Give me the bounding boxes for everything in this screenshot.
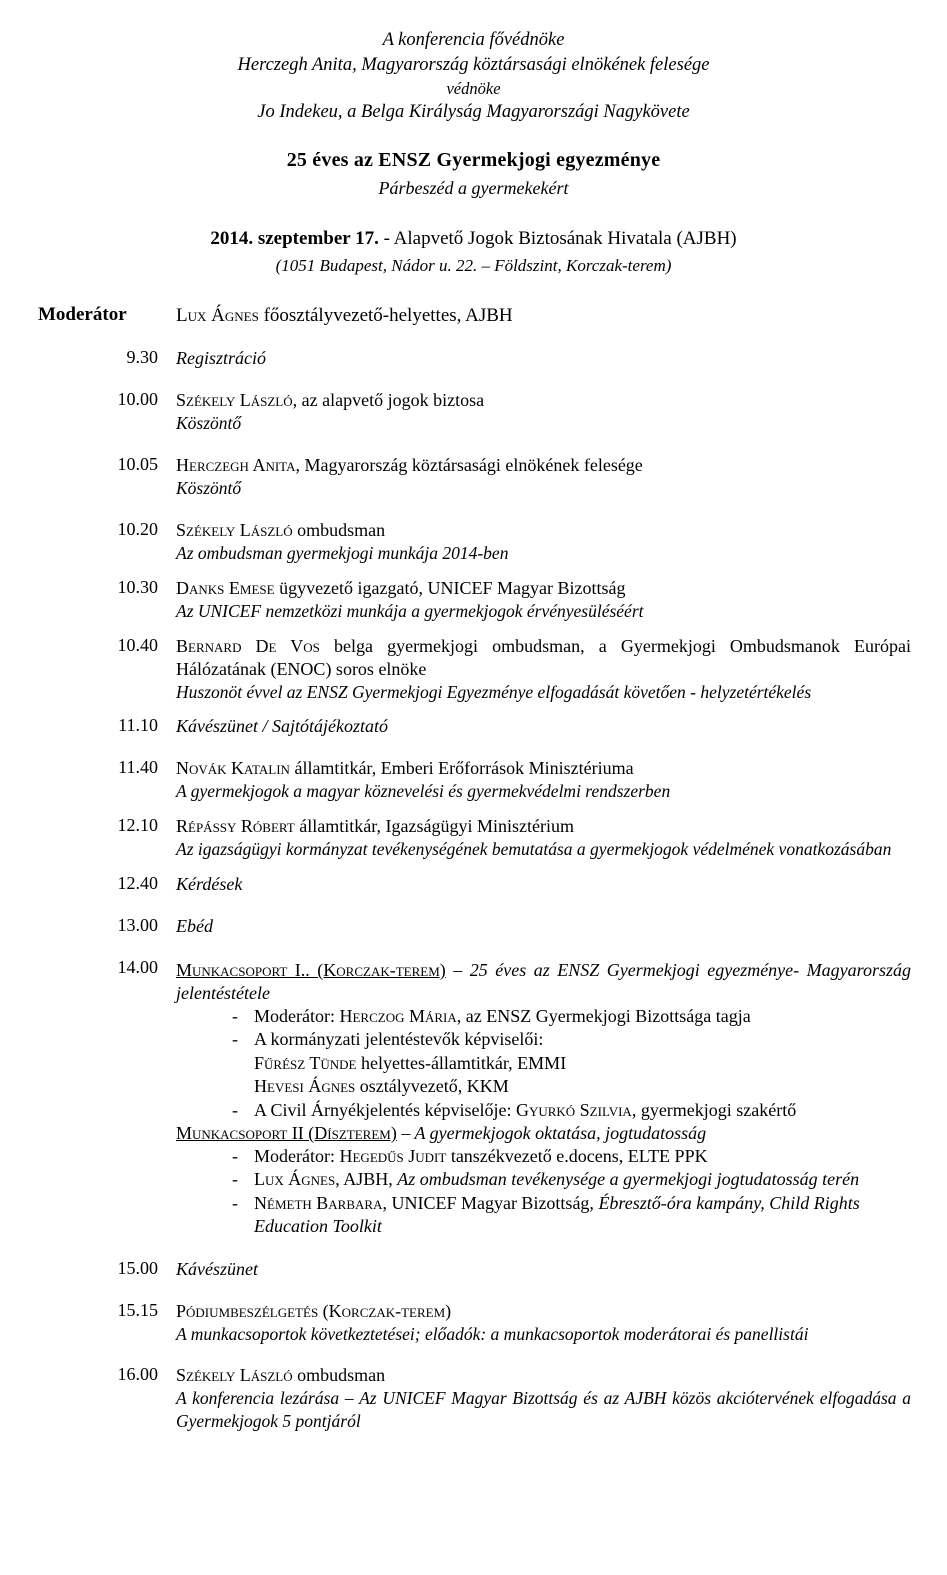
program-row [36, 635, 911, 704]
program-row [36, 347, 911, 370]
item-name: Herczog Mária [339, 1006, 457, 1027]
speaker-name: Novák Katalin [176, 758, 290, 779]
spacer [176, 328, 911, 347]
speaker-role: államtitkár, Igazságügyi Minisztérium [294, 816, 574, 837]
workshop-row [36, 957, 911, 1239]
program-title [176, 519, 911, 542]
program-content [176, 389, 911, 435]
item-name: Németh Barbara [254, 1192, 383, 1213]
program-description: A konferencia lezárása – Az UNICEF Magyar Bizottság és az AJBH közös akciótervének elfogadása a Gyermekjogok 5 pontjáról [176, 1388, 911, 1432]
program-description: A gyermekjogok a magyar köznevelési és gyermekvédelmi rendszerben [176, 781, 671, 802]
workshop-1-list [176, 1005, 911, 1052]
program-time: 10.40 [117, 634, 158, 655]
workshop-1-list-cont [176, 1099, 911, 1122]
program-description: Az ombudsman gyermekjogi munkája 2014-ben [176, 542, 509, 563]
program-description: A munkacsoportok következtetései; előadók: a munkacsoportok moderátorai és panellistái [176, 1323, 809, 1344]
item-rest: tanszékvezető e.docens, ELTE PPK [446, 1146, 708, 1167]
program-time: 13.00 [117, 914, 158, 935]
speaker-role: , az alapvető jogok biztosa [292, 390, 485, 411]
moderator-value [176, 304, 911, 328]
moderator-role: főosztályvezető-helyettes, AJBH [258, 305, 513, 327]
patron-line-3: védnöke [446, 78, 501, 98]
program-row [36, 915, 911, 938]
workshop-1-title: Munkacsoport I.. (Korczak-terem) [176, 959, 446, 980]
program-title: Ebéd [176, 915, 213, 936]
program-content [176, 757, 911, 803]
moderator-row [36, 304, 911, 328]
program-row [36, 757, 911, 803]
workshop-1-subtitle: – 25 éves az ENSZ Gyermekjogi egyezménye- Magyarország jelentéstétele [176, 959, 911, 1004]
program-content [176, 577, 911, 623]
program-row [36, 519, 911, 565]
program-time: 10.05 [117, 454, 158, 475]
workshop-2-list [176, 1145, 911, 1239]
item-prefix: A kormányzati jelentéstevők képviselői: [254, 1029, 544, 1050]
speaker-name: Répássy Róbert [176, 816, 295, 837]
program-time: 10.30 [117, 576, 158, 597]
patron-line-4: Jo Indekeu, a Belga Királyság Magyarországi Nagykövete [257, 102, 690, 123]
program-time: 11.40 [118, 757, 158, 778]
speaker-name: Székely László [176, 390, 293, 411]
speaker-role: államtitkár, Emberi Erőforrások Minisztériuma [289, 758, 634, 779]
program-time: 12.40 [117, 872, 158, 893]
spacer [36, 328, 176, 347]
document-header [36, 28, 911, 278]
session-name: Pódiumbeszélgetés (Korczak-terem) [176, 1300, 452, 1321]
item-rest: , UNICEF Magyar Bizottság, [382, 1192, 599, 1213]
program-description: Az UNICEF nemzetközi munkája a gyermekjogok érvényesüléséért [176, 600, 644, 621]
program-table [36, 304, 911, 1433]
workshop-1-heading [176, 959, 911, 1005]
event-date: 2014. szeptember 17. [210, 228, 379, 250]
program-content [176, 915, 911, 938]
program-title [176, 577, 911, 600]
speaker-name: Székely László [176, 1365, 293, 1386]
program-time: 11.10 [118, 715, 158, 736]
program-row [36, 1300, 911, 1346]
item-name: Fűrész Tünde [254, 1052, 357, 1073]
program-content [176, 635, 911, 704]
item-rest: , gyermekjogi szakértő [631, 1099, 797, 1120]
item-name: Gyurkó Szilvia [515, 1099, 632, 1120]
program-time: 15.00 [117, 1257, 158, 1278]
page-subtitle: Párbeszéd a gyermekekért [378, 178, 569, 199]
list-item [228, 1168, 911, 1191]
workshop-1-subline [176, 1075, 911, 1098]
item-work-title: Az ombudsman tevékenysége a gyermekjogi jogtudatosság terén [397, 1169, 860, 1190]
program-title [176, 1300, 911, 1323]
patron-line-1: A konferencia fővédnöke [382, 30, 565, 50]
program-time: 15.15 [117, 1299, 158, 1320]
list-item [228, 1099, 911, 1122]
program-title [176, 1364, 911, 1387]
program-time: 16.00 [117, 1364, 158, 1385]
item-work-title: Ébresztő-óra kampány, Child Rights Education Toolkit [254, 1192, 860, 1237]
event-venue: (1051 Budapest, Nádor u. 22. – Földszint, Korczak-terem) [275, 256, 672, 276]
speaker-role: ügyvezető igazgató, UNICEF Magyar Bizottság [274, 577, 626, 598]
program-title: Regisztráció [176, 348, 266, 369]
program-title [176, 454, 911, 477]
workshop-2-subtitle: – A gyermekjogok oktatása, jogtudatosság [396, 1123, 707, 1143]
workshop-1-subline [176, 1052, 911, 1075]
speaker-role: belga gyermekjogi ombudsman, a Gyermekjogi Ombudsmanok Európai Hálózatának (ENOC) soros elnöke [176, 635, 911, 679]
program-content [176, 454, 911, 500]
program-content [176, 815, 911, 861]
item-name: Lux Ágnes [254, 1169, 336, 1190]
program-content [176, 873, 911, 896]
moderator-name: Lux Ágnes [176, 305, 259, 327]
list-item [228, 1005, 911, 1028]
program-title: Kérdések [176, 873, 243, 894]
program-title [176, 815, 911, 838]
program-title [176, 389, 911, 412]
program-title [176, 757, 911, 780]
item-rest: osztályvezető, KKM [355, 1076, 509, 1097]
program-time: 9.30 [126, 347, 158, 368]
program-row [36, 815, 911, 861]
item-rest: , AJBH, [335, 1169, 398, 1190]
event-location: - Alapvető Jogok Biztosának Hivatala (AJBH) [378, 228, 737, 250]
workshop-2-heading [176, 1122, 911, 1145]
program-content [176, 1258, 911, 1281]
program-content [176, 1364, 911, 1433]
speaker-name: Herczegh Anita [176, 455, 296, 476]
program-row [36, 454, 911, 500]
program-description: Huszonöt évvel az ENSZ Gyermekjogi Egyezménye elfogadását követően - helyzetértékelés [176, 681, 812, 702]
moderator-label: Moderátor [38, 304, 127, 326]
item-prefix: A Civil Árnyékjelentés képviselője: [254, 1099, 516, 1120]
program-title: Kávészünet / Sajtótájékoztató [176, 716, 388, 737]
program-time: 10.20 [117, 518, 158, 539]
program-row [36, 715, 911, 738]
program-description: Az igazságügyi kormányzat tevékenységének bemutatása a gyermekjogok védelmének vonatkozásában [176, 839, 892, 860]
speaker-role: , Magyarország köztársasági elnökének felesége [295, 455, 643, 476]
program-content [176, 519, 911, 565]
list-item [228, 1028, 911, 1051]
page-title: 25 éves az ENSZ Gyermekjogi egyezménye [286, 149, 661, 172]
item-prefix: Moderátor: [254, 1006, 340, 1027]
list-item [228, 1192, 911, 1239]
program-row [36, 1258, 911, 1281]
program-row [36, 577, 911, 623]
speaker-role: ombudsman [292, 519, 386, 540]
program-title [176, 635, 911, 681]
speaker-name: Székely László [176, 519, 293, 540]
program-content [176, 715, 911, 738]
workshop-content [176, 957, 911, 1239]
program-content [176, 1300, 911, 1346]
program-time: 10.00 [117, 389, 158, 410]
patron-line-2: Herczegh Anita, Magyarország köztársasági elnökének felesége [237, 54, 710, 75]
program-description: Köszöntő [176, 413, 242, 434]
item-prefix: Moderátor: [254, 1146, 340, 1167]
item-rest: , az ENSZ Gyermekjogi Bizottsága tagja [456, 1006, 751, 1027]
workshop-2-title: Munkacsoport II (Díszterem) [176, 1123, 397, 1143]
program-content [176, 347, 911, 370]
item-rest: helyettes-államtitkár, EMMI [356, 1052, 567, 1073]
item-name: Hegedűs Judit [339, 1146, 447, 1167]
speaker-role: ombudsman [292, 1365, 386, 1386]
program-row [36, 389, 911, 435]
event-date-line [36, 226, 911, 252]
speaker-name: Danks Emese [176, 577, 275, 598]
list-item [228, 1145, 911, 1168]
program-time: 14.00 [117, 956, 158, 977]
item-name: Hevesi Ágnes [254, 1076, 356, 1097]
program-title: Kávészünet [176, 1258, 258, 1279]
program-row [36, 873, 911, 896]
program-row [36, 1364, 911, 1433]
program-time: 12.10 [117, 815, 158, 836]
program-description: Köszöntő [176, 478, 242, 499]
speaker-name: Bernard De Vos [176, 635, 320, 656]
